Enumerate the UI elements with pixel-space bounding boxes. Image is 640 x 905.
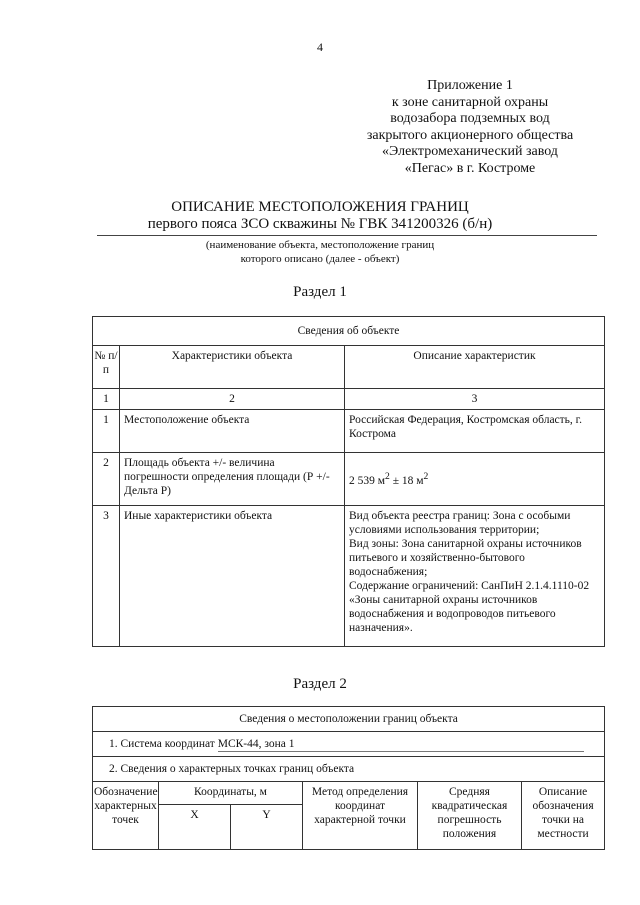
area-error-unit-power: 2 (423, 471, 429, 483)
table-title: Сведения об объекте (93, 317, 605, 346)
column-number: 1 (93, 389, 120, 410)
subtitle-underline (97, 235, 597, 236)
object-note (0, 238, 640, 266)
row-description (345, 506, 605, 647)
document-subtitle: первого пояса ЗСО скважины № ГВК 341200326 (б/н) (147, 216, 493, 232)
appendix-line: Приложение 1 (427, 78, 513, 93)
row-num: 3 (93, 506, 120, 647)
column-number: 3 (345, 389, 605, 410)
header-method: Метод определения координат характерной точки (303, 782, 418, 850)
table-row (93, 506, 605, 647)
header-num: № п/п (93, 346, 120, 389)
row-characteristic: Местоположение объекта (120, 410, 345, 453)
header-y: Y (231, 805, 303, 850)
description-line: Содержание ограничений: СанПиН 2.1.4.1110-02 «Зоны санитарной охраны источников водоснабжения и водопроводов питьевого назначения». (349, 580, 590, 634)
appendix-line: закрытого акционерного общества (366, 127, 574, 143)
coordinate-system-field (218, 737, 584, 752)
appendix-line: к зоне санитарной охраны (391, 94, 549, 110)
note-line: которого описано (далее - объект) (240, 253, 400, 265)
appendix-line: «Пегас» в г. Костроме (404, 160, 536, 176)
header-coordinates: Координаты, м (159, 782, 303, 805)
boundary-location-table (92, 706, 605, 850)
characteristic-points-label: 2. Сведения о характерных точках границ объекта (93, 757, 605, 782)
section-2-heading: Раздел 2 (293, 676, 347, 692)
row-description: Российская Федерация, Костромская область, г. Кострома (345, 410, 605, 453)
table-title: Сведения о местоположении границ объекта (93, 707, 605, 732)
object-info-table (92, 316, 605, 647)
section-1-heading: Раздел 1 (293, 284, 347, 300)
table-row (93, 410, 605, 453)
area-unit-power: 2 (385, 471, 390, 483)
coordinate-system-row (93, 732, 605, 757)
coordinate-system-value: МСК-44, зона 1 (217, 737, 295, 750)
row-characteristic: Площадь объекта +/- величина погрешности определения площади (Р +/- Дельта Р) (120, 453, 345, 506)
appendix-block (340, 78, 600, 177)
page-number: 4 (317, 40, 323, 54)
note-line: (наименование объекта, местоположение границ (205, 239, 435, 251)
table-row (93, 453, 605, 506)
row-num: 2 (93, 453, 120, 506)
header-point-designation: Обозначение характерных точек (93, 782, 159, 850)
row-description (345, 453, 605, 506)
header-location-description: Описание обозначения точки на местности (522, 782, 605, 850)
description-line: Вид объекта реестра границ: Зона с особыми условиями использования территории; (349, 510, 571, 536)
header-characteristics: Характеристики объекта (120, 346, 345, 389)
row-characteristic: Иные характеристики объекта (120, 506, 345, 647)
description-line: Вид зоны: Зона санитарной охраны источников питьевого и хозяйственно-бытового водоснабжения; (349, 538, 582, 578)
coordinate-system-label: 1. Система координат (109, 737, 218, 750)
appendix-line: водозабора подземных вод (390, 111, 550, 126)
header-x: X (159, 805, 231, 850)
column-number: 2 (120, 389, 345, 410)
area-error: ± 18 м (389, 474, 424, 487)
header-error: Средняя квадратическая погрешность положения (418, 782, 522, 850)
document-title: ОПИСАНИЕ МЕСТОПОЛОЖЕНИЯ ГРАНИЦ (171, 199, 469, 215)
row-num: 1 (93, 410, 120, 453)
header-description: Описание характеристик (345, 346, 605, 389)
area-value: 2 539 м (349, 474, 386, 487)
appendix-line: «Электромеханический завод (382, 144, 558, 159)
